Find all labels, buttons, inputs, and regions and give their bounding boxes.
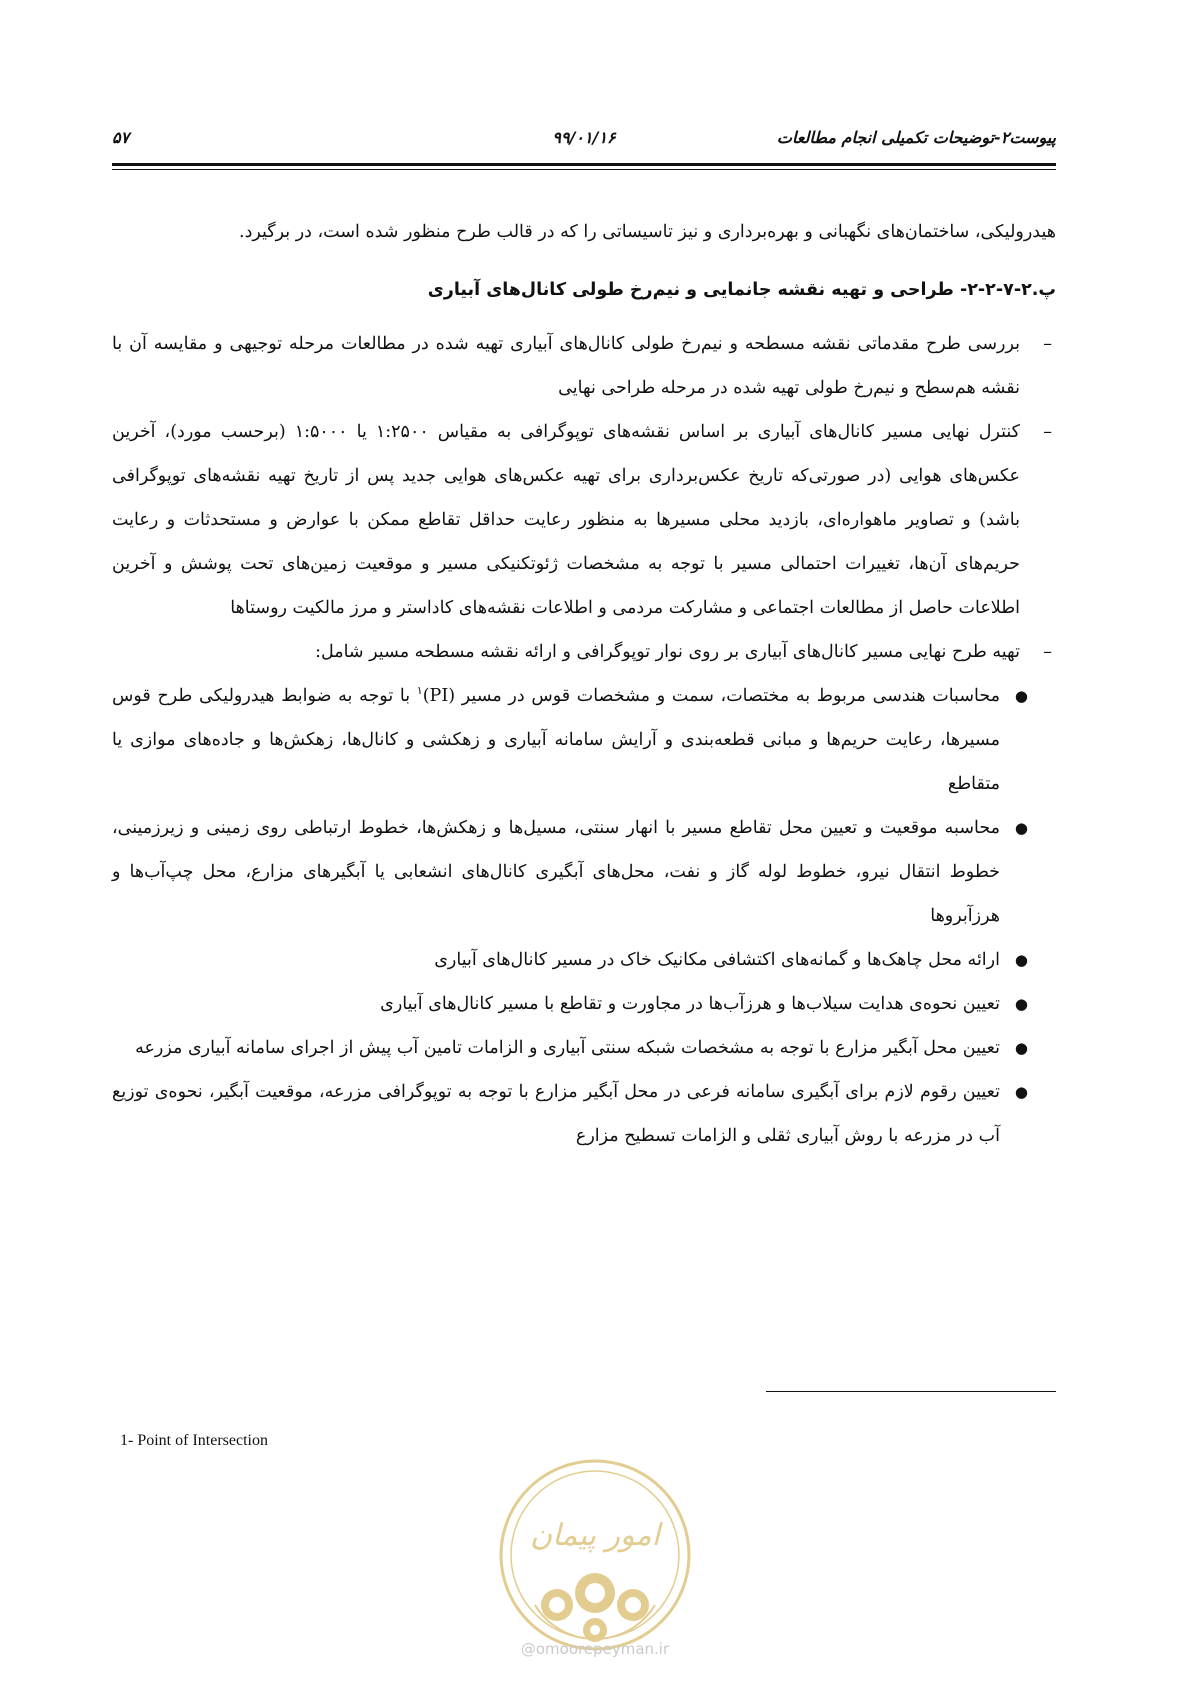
bullet-marker: ● xyxy=(1014,995,1028,1013)
bullet-marker: ● xyxy=(1014,1039,1028,1057)
bullet-item xyxy=(112,674,1036,806)
bullet-item xyxy=(112,806,1036,938)
footnote: 1- Point of Intersection xyxy=(120,1432,268,1449)
logo-text: امور پیمان xyxy=(530,1518,660,1553)
bullet-marker: ● xyxy=(1014,819,1028,837)
bullet-item xyxy=(112,1026,1036,1070)
page-header xyxy=(112,128,1056,154)
bullet-item xyxy=(112,1070,1036,1158)
footnote-separator xyxy=(766,1391,1056,1392)
header-title: پیوست۲-توضیحات تکمیلی انجام مطالعات xyxy=(776,128,1056,147)
dash-item xyxy=(112,630,1056,674)
header-rule-thin xyxy=(112,169,1056,170)
dash-item xyxy=(112,322,1056,410)
dash-item-text: تهیه طرح نهایی مسیر کانال‌های آبیاری بر روی نوار توپوگرافی و ارائه نقشه مسطحه مسیر شامل: xyxy=(315,642,1020,662)
dash-marker: – xyxy=(1043,422,1052,442)
bullet-marker: ● xyxy=(1014,687,1028,705)
header-date: ۹۹/۰۱/۱۶ xyxy=(552,128,616,147)
header-rule-thick xyxy=(112,163,1056,166)
watermark-url: @omoorepeyman.ir xyxy=(520,1640,670,1658)
bullet-item-text: تعیین رقوم لازم برای آبگیری سامانه فرعی در محل آبگیر مزارع با توجه به توپوگرافی مزرعه، موقعیت آبگیر، نحوه‌ی توزیع آب در مزرعه با روش آبیاری ثقلی و الزامات تسطیح مزارع xyxy=(112,1082,1000,1146)
footnote-reference: ۱ xyxy=(416,684,423,698)
bullet-item-text: تعیین نحوه‌ی هدایت سیلاب‌ها و هرزآب‌ها در مجاورت و تقاطع با مسیر کانال‌های آبیاری xyxy=(380,994,1000,1014)
dash-item-text: کنترل نهایی مسیر کانال‌های آبیاری بر اساس نقشه‌های توپوگرافی به مقیاس ۱:۲۵۰۰ یا ۱:۵۰۰۰ (برحسب مورد)، آخرین عکس‌های هوایی (در صورتی‌که تاریخ عکس‌برداری برای تهیه عکس‌های هوایی جدید پس از تاریخ تهیه نقشه‌های توپوگرافی باشد) و تصاویر ماهواره‌ای، بازدید محلی مسیرها به منظور رعایت حداقل تقاطع ممکن با عوارض و مستحدثات و رعایت حریم‌های آن‌ها، تغییرات احتمالی مسیر با توجه به مشخصات ژئوتکنیکی مسیر و موقعیت زمین‌های تحت پوشش و آخرین اطلاعات حاصل از مطالعات اجتماعی و مشارکت مردمی و اطلاعات نقشه‌های کاداستر و مرز مالکیت روستاها xyxy=(112,422,1020,618)
dash-marker: – xyxy=(1043,642,1052,662)
bullet-marker: ● xyxy=(1014,951,1028,969)
bullet-item-text-end: با توجه به ضوابط هیدرولیکی طرح قوس مسیرها، رعایت حریم‌ها و مبانی قطعه‌بندی و آرایش سامانه آبیاری و زهکشی و کانال‌ها، زهکش‌ها و جاده‌های موازی یا متقاطع xyxy=(112,686,1000,794)
bullet-item-text-start: محاسبات هندسی مربوط به مختصات، سمت و مشخصات قوس در مسیر (PI) xyxy=(422,686,1000,706)
bullet-item-text: تعیین محل آبگیر مزارع با توجه به مشخصات شبکه سنتی آبیاری و الزامات تامین آب پیش از اجرای سامانه آبیاری مزرعه xyxy=(135,1038,1000,1058)
bullet-item xyxy=(112,982,1036,1026)
bullet-marker: ● xyxy=(1014,1083,1028,1101)
intro-paragraph: هیدرولیکی، ساختمان‌های نگهبانی و بهره‌برداری و نیز تاسیساتی را که در قالب طرح منظور شده است، در برگیرد. xyxy=(239,222,1056,242)
bullet-item-text: محاسبه موقعیت و تعیین محل تقاطع مسیر با انهار سنتی، مسیل‌ها و زهکش‌ها، خطوط ارتباطی روی زمینی و زیرزمینی، خطوط انتقال نیرو، خطوط لوله گاز و نفت، محل‌های آبگیری کانال‌های انشعابی یا آبگیرهای مزارع، محل چپ‌آب‌ها و هرزآبروها xyxy=(112,818,1001,926)
bullet-item xyxy=(112,938,1036,982)
dash-item-text: بررسی طرح مقدماتی نقشه مسطحه و نیم‌رخ طولی کانال‌های آبیاری تهیه شده در مطالعات مرحله توجیهی و مقایسه آن با نقشه هم‌سطح و نیم‌رخ طولی تهیه شده در مرحله طراحی نهایی xyxy=(112,334,1020,398)
page-number: ۵۷ xyxy=(112,128,130,147)
document-body xyxy=(112,210,1056,1158)
bullet-item-text: ارائه محل چاهک‌ها و گمانه‌های اکتشافی مکانیک خاک در مسیر کانال‌های آبیاری xyxy=(434,950,1000,970)
section-heading: پ.۲-۷-۲-۲- طراحی و تهیه نقشه جانمایی و نیم‌رخ طولی کانال‌های آبیاری xyxy=(427,280,1056,300)
dash-marker: – xyxy=(1043,334,1052,354)
dash-item xyxy=(112,410,1056,630)
